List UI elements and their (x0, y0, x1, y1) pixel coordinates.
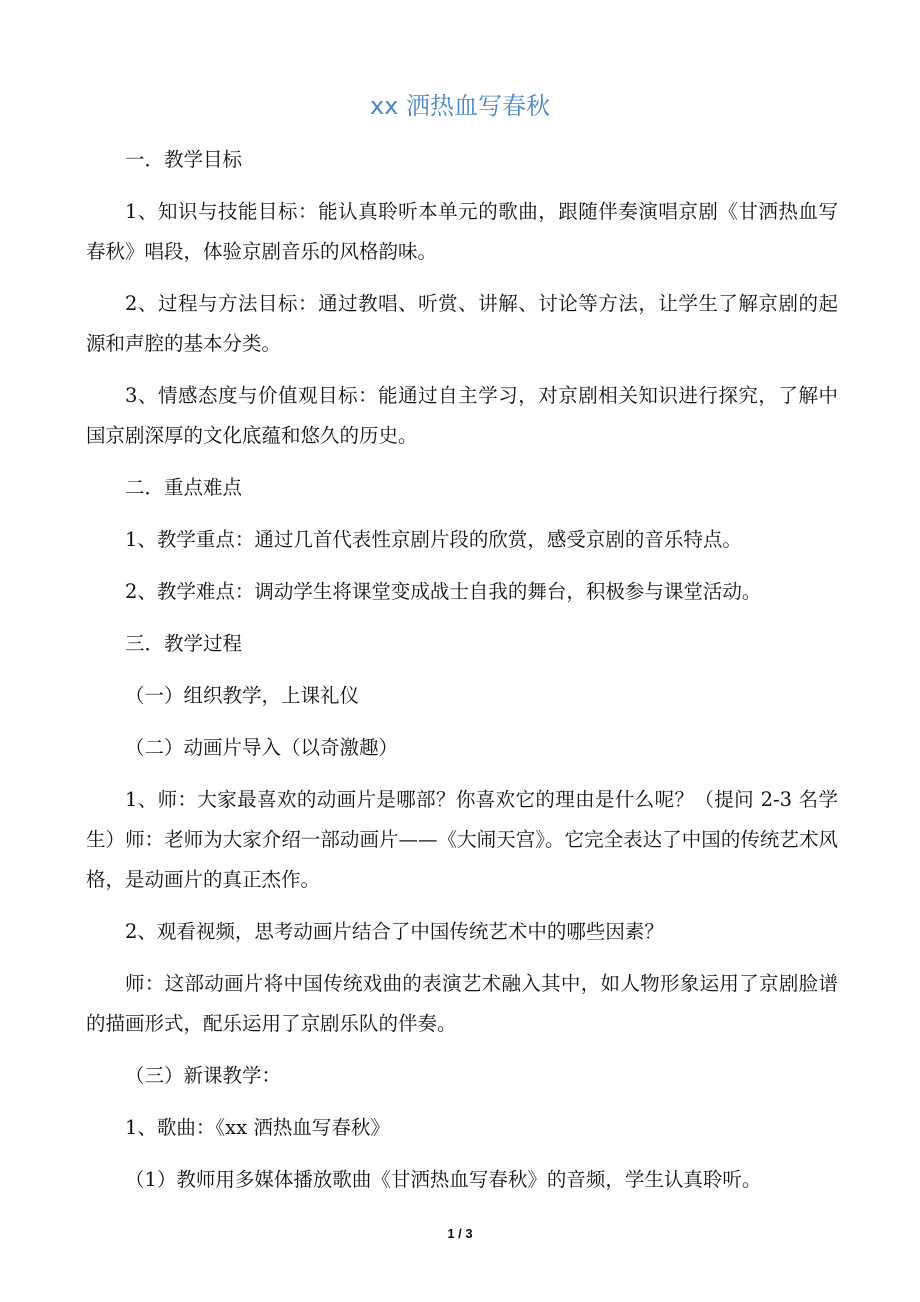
section-heading-key-points: 二．重点难点 (125, 476, 243, 499)
document-body (86, 140, 838, 1212)
document-title: xx 洒热血写春秋 (369, 92, 551, 120)
section-heading-process: 三．教学过程 (125, 632, 243, 655)
paragraph: 2、观看视频，思考动画片结合了中国传统艺术中的哪些因素？ (125, 920, 664, 943)
subsection-heading: （三）新课教学： (125, 1064, 282, 1087)
paragraph: 2、过程与方法目标：通过教唱、听赏、讲解、讨论等方法，让学生了解京剧的起源和声腔的基本分类。 (86, 292, 838, 355)
paragraph: 1、知识与技能目标：能认真聆听本单元的歌曲，跟随伴奏演唱京剧《甘洒热血写春秋》唱段，体验京剧音乐的风格韵味。 (86, 200, 838, 263)
paragraph: 师：这部动画片将中国传统戏曲的表演艺术融入其中，如人物形象运用了京剧脸谱的描画形式，配乐运用了京剧乐队的伴奏。 (86, 972, 838, 1035)
section-heading-objectives: 一．教学目标 (125, 148, 243, 171)
page-number: 1 / 3 (447, 1226, 473, 1241)
paragraph: （1）教师用多媒体播放歌曲《甘洒热血写春秋》的音频，学生认真聆听。 (125, 1168, 762, 1191)
subsection-heading: （一）组织教学，上课礼仪 (125, 684, 360, 707)
paragraph: 1、师：大家最喜欢的动画片是哪部？你喜欢它的理由是什么呢？（提问 2-3 名学生）师：老师为大家介绍一部动画片——《大闹天宫》。它完全表达了中国的传统艺术风格，是动画片的真正杰作。 (86, 788, 838, 891)
paragraph: 1、歌曲：《xx 洒热血写春秋》 (125, 1116, 390, 1139)
paragraph: 3、情感态度与价值观目标：能通过自主学习，对京剧相关知识进行探究，了解中国京剧深厚的文化底蕴和悠久的历史。 (86, 384, 838, 447)
subsection-heading: （二）动画片导入（以奇激趣） (125, 736, 399, 759)
paragraph: 1、教学重点：通过几首代表性京剧片段的欣赏，感受京剧的音乐特点。 (125, 528, 742, 551)
paragraph: 2、教学难点：调动学生将课堂变成战士自我的舞台，积极参与课堂活动。 (125, 580, 762, 603)
